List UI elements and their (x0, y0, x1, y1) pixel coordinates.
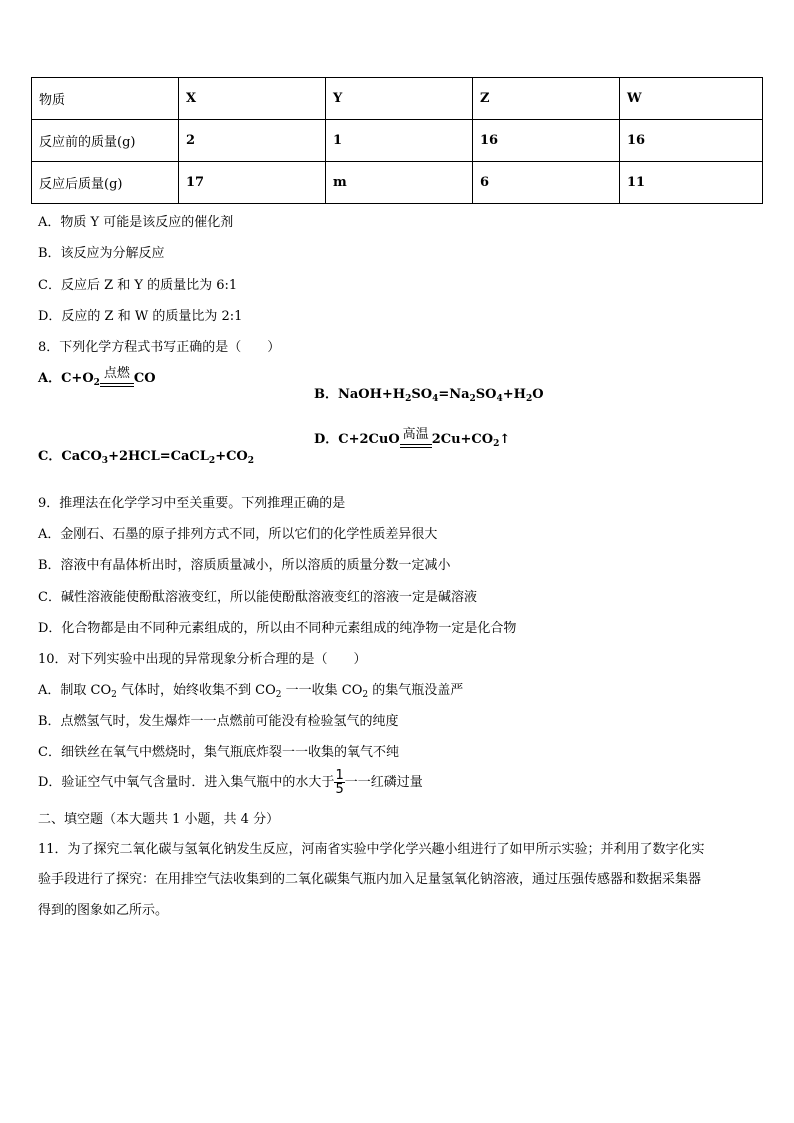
section-heading: 二、填空题（本大题共 1 小题，共 4 分） (38, 812, 280, 827)
table-cell: Y (326, 78, 473, 120)
q10-a-text: 一一收集 CO (281, 683, 363, 698)
q8-d-suffix: 2Cu+CO (431, 432, 494, 447)
q8-b-sub: 4 (432, 394, 439, 404)
q9-option-a: A．金刚石、石墨的原子排列方式不同，所以它们的化学性质差异很大 (38, 527, 438, 542)
q8-c-sub: 2 (208, 456, 216, 466)
q9-option-b: B．溶液中有晶体析出时，溶质质量减小，所以溶质的质量分数一定减小 (38, 558, 451, 573)
q10-option-a (38, 679, 463, 700)
reaction-condition (100, 366, 134, 388)
table-cell: 11 (620, 162, 763, 204)
table-header-row (32, 78, 763, 120)
q8-b-text: +H (502, 387, 526, 402)
q8-option-d (314, 427, 510, 449)
table-cell: m (326, 162, 473, 204)
fraction-numerator: 1 (335, 768, 344, 783)
q8-b-text: B．NaOH+H (314, 387, 406, 402)
q8-a-suffix: CO (133, 371, 156, 386)
q7-option-a: A．物质 Y 可能是该反应的催化剂 (38, 215, 234, 230)
q8-b-sub: 2 (405, 394, 412, 404)
q7-option-b: B．该反应为分解反应 (38, 246, 165, 261)
table-cell: Z (473, 78, 620, 120)
q9-option-d: D．化合物都是由不同种元素组成的，所以由不同种元素组成的纯净物一定是化合物 (38, 621, 517, 636)
q8-stem: 8．下列化学方程式书写正确的是（ ） (38, 340, 281, 355)
double-line (100, 382, 134, 388)
table-cell: 反应后质量(g) (32, 162, 179, 204)
q8-c-sub: 2 (247, 456, 255, 466)
double-line (400, 443, 432, 449)
q10-option-c: C．细铁丝在氧气中燃烧时，集气瓶底炸裂一一收集的氧气不纯 (38, 745, 399, 760)
q10-a-text: A．制取 CO (38, 683, 112, 698)
q10-a-sub: 2 (111, 690, 117, 700)
table-cell: 1 (326, 120, 473, 162)
q8-c-text: +CO (215, 449, 248, 464)
fraction (334, 769, 344, 796)
table-cell: 2 (179, 120, 326, 162)
table-cell: 物质 (32, 78, 179, 120)
q10-a-text: 的集气瓶没盖严 (368, 683, 464, 698)
table-cell: 16 (620, 120, 763, 162)
q8-c-text: +2HCL=CaCL (108, 449, 209, 464)
q10-option-b: B．点燃氢气时，发生爆炸一一点燃前可能没有检验氢气的纯度 (38, 714, 399, 729)
table-row (32, 120, 763, 162)
q9-stem: 9．推理法在化学学习中至关重要。下列推理正确的是 (38, 496, 346, 511)
q8-a-sub: 2 (93, 378, 100, 388)
q8-d-prefix: D．C+2CuO (314, 432, 400, 447)
q8-b-sub: 2 (525, 394, 533, 404)
table-row (32, 162, 763, 204)
q8-c-text: C．CaCO (38, 449, 102, 464)
reaction-condition (400, 427, 432, 449)
q8-option-b (314, 383, 544, 404)
q10-stem: 10．对下列实验中出现的异常现象分析合理的是（ ） (38, 652, 367, 667)
q8-b-sub: 4 (496, 394, 503, 404)
condition-text: 点燃 (103, 366, 130, 381)
mass-table (31, 77, 763, 204)
q8-d-sub: 2 (493, 439, 500, 449)
table-cell: 16 (473, 120, 620, 162)
q8-option-a (38, 366, 156, 388)
table-cell: W (620, 78, 763, 120)
q8-c-sub: 3 (101, 456, 109, 466)
table-cell: 6 (473, 162, 620, 204)
q10-d-text: 一一红磷过量 (344, 775, 423, 790)
q11-line-2: 验手段进行了探究：在用排空气法收集到的二氧化碳集气瓶内加入足量氢氧化钠溶液，通过压强传感器和数据采集器 (38, 872, 702, 887)
q8-b-sub: 2 (469, 394, 476, 404)
q10-a-sub: 2 (275, 690, 282, 700)
table-cell: 反应前的质量(g) (32, 120, 179, 162)
q8-b-text: SO (475, 387, 497, 402)
q11-line-1: 11．为了探究二氧化碳与氢氧化钠发生反应，河南省实验中学化学兴趣小组进行了如甲所示实验；并利用了数字化实 (38, 842, 705, 857)
q8-b-text: O (532, 387, 544, 402)
q11-line-3: 得到的图象如乙所示。 (38, 903, 169, 918)
table-cell: 17 (179, 162, 326, 204)
table-cell: X (179, 78, 326, 120)
q8-d-arrow: ↑ (499, 432, 511, 447)
q10-a-sub: 2 (362, 690, 369, 700)
q10-a-text: 气体时，始终收集不到 CO (116, 683, 276, 698)
fraction-denominator: 5 (335, 782, 344, 797)
condition-text: 高温 (402, 427, 429, 442)
q9-option-c: C．碱性溶液能使酚酞溶液变红，所以能使酚酞溶液变红的溶液一定是碱溶液 (38, 590, 477, 605)
q8-a-prefix: A．C+O (38, 371, 94, 386)
q8-option-c (38, 445, 254, 466)
q7-option-c: C．反应后 Z 和 Y 的质量比为 6:1 (38, 278, 238, 293)
q10-d-text: D．验证空气中氧气含量时．进入集气瓶中的水大于 (38, 775, 335, 790)
q8-b-text: SO (411, 387, 433, 402)
q8-b-text: =Na (438, 387, 470, 402)
q10-option-d (38, 769, 423, 796)
q7-option-d: D．反应的 Z 和 W 的质量比为 2:1 (38, 309, 243, 324)
